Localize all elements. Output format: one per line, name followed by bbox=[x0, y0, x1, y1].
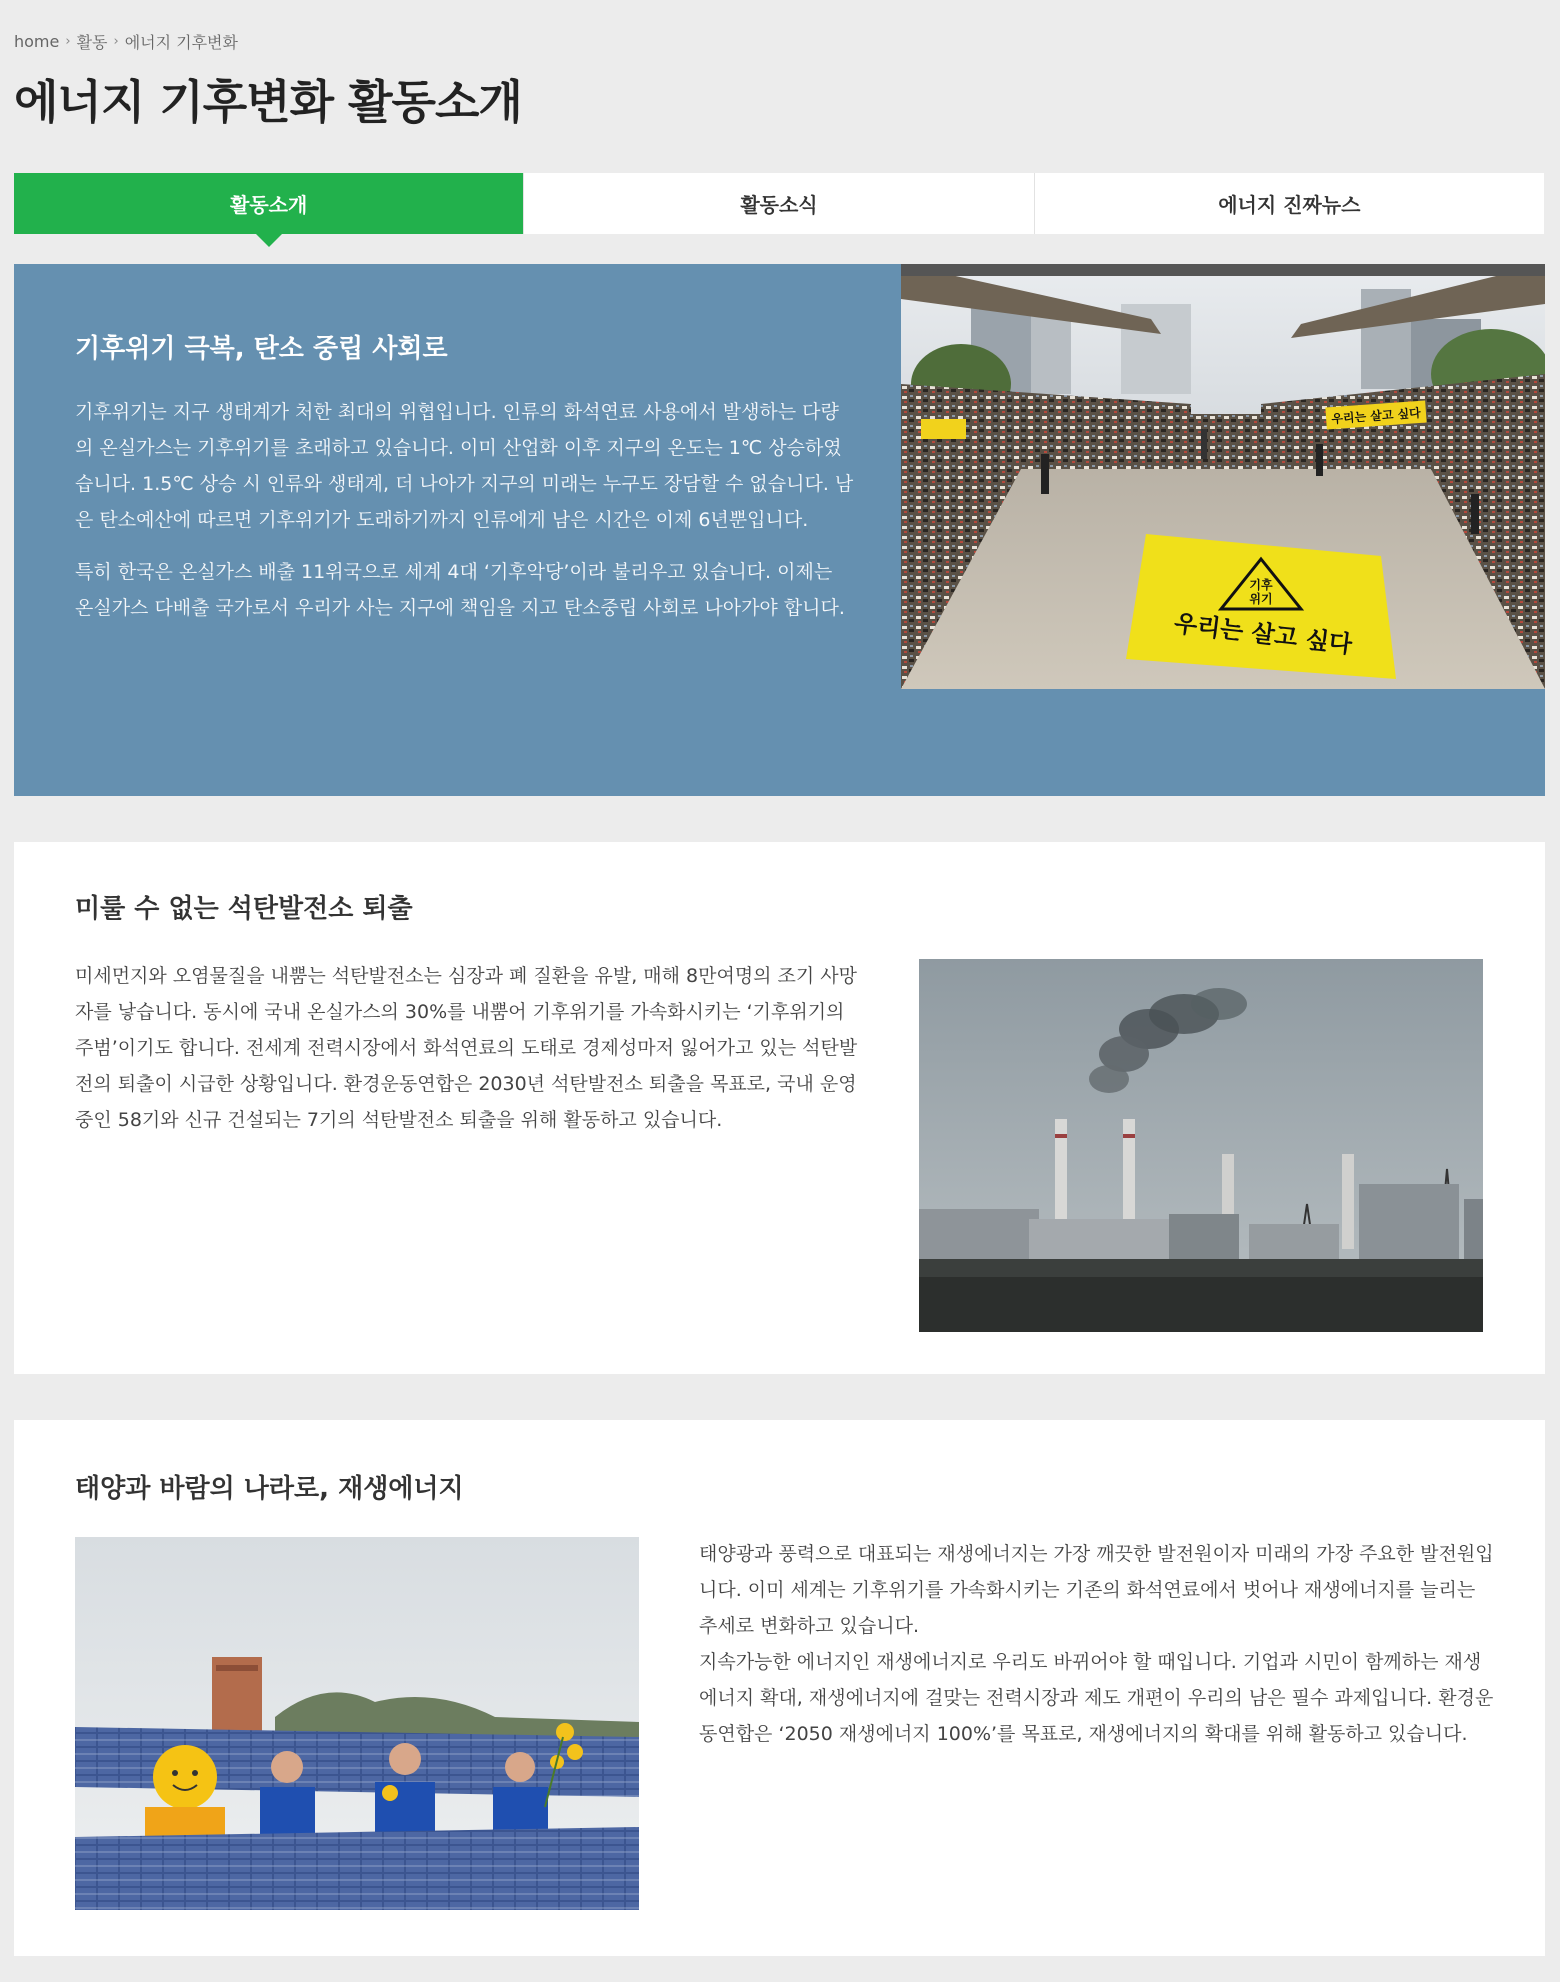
section-body bbox=[75, 394, 855, 626]
page-title: 에너지 기후변화 활동소개 bbox=[14, 75, 522, 129]
paragraph: 태양광과 풍력으로 대표되는 재생에너지는 가장 깨끗한 발전원이자 미래의 가장 주요한 발전원입니다. 이미 세계는 기후위기를 가속화시키는 기존의 화석연료에서 벗어나 재생에너지를 늘리는 추세로 변화하고 있습니다. bbox=[699, 1543, 1494, 1637]
section-body bbox=[699, 1536, 1499, 1752]
chevron-right-icon: › bbox=[113, 34, 119, 49]
breadcrumb-current: 에너지 기후변화 bbox=[124, 33, 238, 52]
coal-plant-photo bbox=[919, 959, 1483, 1332]
chevron-right-icon: › bbox=[65, 34, 71, 49]
tab-energy-real-news[interactable]: 에너지 진짜뉴스 bbox=[1218, 193, 1361, 217]
section-title: 기후위기 극복, 탄소 중립 사회로 bbox=[75, 334, 448, 364]
sign-text-2: 위기 bbox=[1249, 592, 1273, 606]
tab-bar bbox=[14, 173, 1544, 234]
breadcrumb-home[interactable]: home bbox=[14, 32, 60, 51]
section-title: 미룰 수 없는 석탄발전소 퇴출 bbox=[75, 894, 413, 924]
renewable-energy-section bbox=[14, 1420, 1545, 1956]
banner-text: 우리는 살고 싶다 bbox=[1330, 405, 1422, 427]
breadcrumb bbox=[14, 30, 238, 53]
paragraph: 지속가능한 에너지인 재생에너지로 우리도 바뀌어야 할 때입니다. 기업과 시민이 함께하는 재생에너지 확대, 재생에너지에 걸맞는 전력시장과 제도 개편이 우리의 남은 필수 과제입니다. 환경운동연합은 ‘2050 재생에너지 100%’를 목표로, 재생에너지의 확대를 위해 활동하고 있습니다. bbox=[699, 1651, 1494, 1745]
solar-panels-photo bbox=[75, 1537, 639, 1910]
section-title: 태양과 바람의 나라로, 재생에너지 bbox=[75, 1474, 464, 1504]
sign-main-text: 우리는 살고 싶다 bbox=[1172, 609, 1354, 659]
protest-shoes-photo bbox=[901, 264, 1545, 689]
tab-activity-news[interactable]: 활동소식 bbox=[524, 173, 1034, 234]
climate-crisis-section bbox=[14, 264, 1545, 796]
tab-activity-intro[interactable]: 활동소개 bbox=[14, 173, 524, 234]
section-body: 미세먼지와 오염물질을 내뿜는 석탄발전소는 심장과 폐 질환을 유발, 매해 8만여명의 조기 사망자를 낳습니다. 동시에 국내 온실가스의 30%를 내뿜어 기후위기를 가속화시키는 ‘기후위기의 주범’이기도 합니다. 전세계 전력시장에서 화석연료의 도태로 경제성마저 잃어가고 있는 석탄발전의 퇴출이 시급한 상황입니다. 환경운동연합은 2030년 석탄발전소 퇴출을 목표로, 국내 운영중인 58기와 신규 건설되는 7기의 석탄발전소 퇴출을 위해 활동하고 있습니다. bbox=[75, 965, 858, 1131]
paragraph: 기후위기는 지구 생태계가 처한 최대의 위협입니다. 인류의 화석연료 사용에서 발생하는 다량의 온실가스는 기후위기를 초래하고 있습니다. 이미 산업화 이후 지구의 온도는 1℃ 상승하였습니다. 1.5℃ 상승 시 인류와 생태계, 더 나아가 지구의 미래는 누구도 장담할 수 없습니다. 남은 탄소예산에 따르면 기후위기가 도래하기까지 인류에게 남은 시간은 이제 6년뿐입니다. bbox=[75, 401, 854, 531]
sign-text-1: 기후 bbox=[1249, 578, 1273, 592]
paragraph: 특히 한국은 온실가스 배출 11위국으로 세계 4대 ‘기후악당’이라 불리우고 있습니다. 이제는 온실가스 다배출 국가로서 우리가 사는 지구에 책임을 지고 탄소중립 사회로 나아가야 합니다. bbox=[75, 561, 845, 619]
coal-phaseout-section bbox=[14, 842, 1545, 1374]
breadcrumb-activity[interactable]: 활동 bbox=[76, 33, 108, 52]
